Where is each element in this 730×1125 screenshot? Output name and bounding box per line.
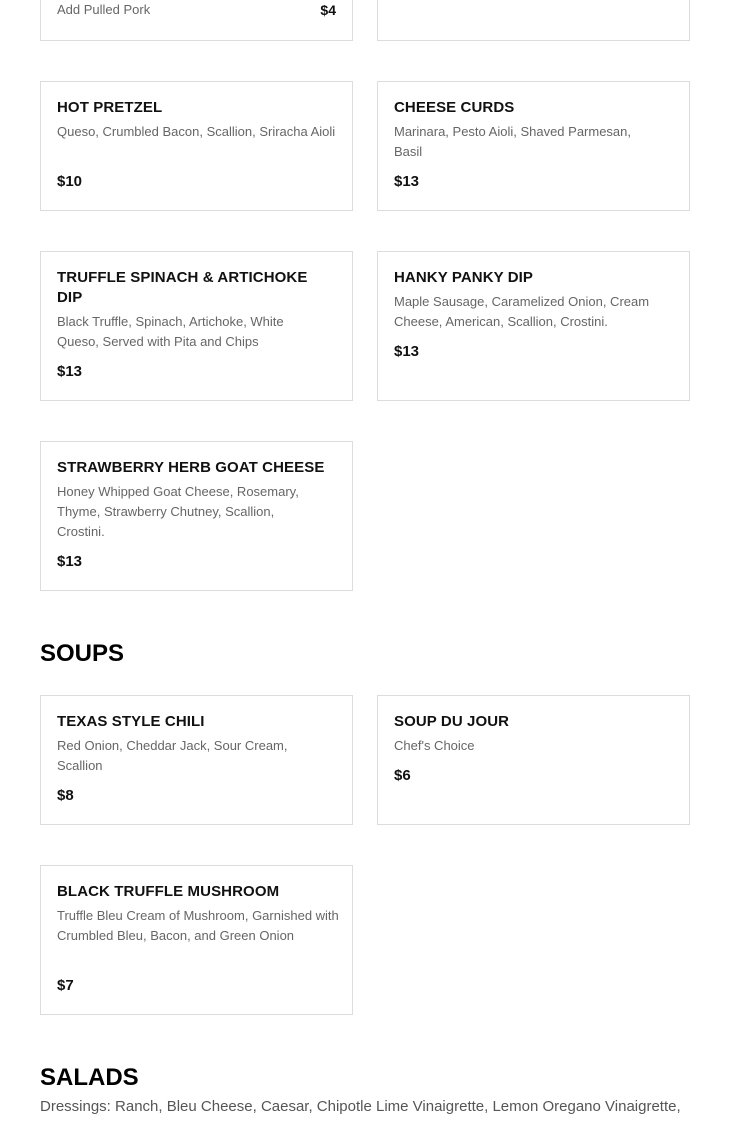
item-description: Maple Sausage, Caramelized Onion, Cream Cheese, American, Scallion, Crostini. [394, 294, 650, 329]
menu-card [40, 441, 353, 591]
menu-card [377, 251, 690, 401]
item-title: SOUP DU JOUR [394, 713, 510, 730]
item-price: $13 [394, 173, 420, 190]
item-price: $6 [394, 767, 411, 784]
dressings-note: Dressings: Ranch, Bleu Cheese, Caesar, Chipotle Lime Vinaigrette, Lemon Oregano Vinaigrette, [40, 1098, 681, 1115]
item-description: Truffle Bleu Cream of Mushroom, Garnished with Crumbled Bleu, Bacon, and Green Onion [57, 908, 339, 943]
menu-card-addon [40, 0, 353, 41]
menu-card [40, 695, 353, 825]
item-description: Honey Whipped Goat Cheese, Rosemary, Thyme, Strawberry Chutney, Scallion, Crostini. [57, 484, 299, 539]
item-price: $10 [57, 173, 83, 190]
item-title: TRUFFLE SPINACH & ARTICHOKE DIP [57, 269, 308, 306]
item-price: $13 [394, 343, 420, 360]
item-title: TEXAS STYLE CHILI [57, 713, 205, 730]
item-price: $13 [57, 553, 83, 570]
section-heading-soups: SOUPS [40, 640, 125, 667]
item-description: Chef's Choice [394, 738, 475, 753]
item-title [57, 882, 337, 902]
menu-card [377, 81, 690, 211]
menu-card-empty [377, 0, 690, 41]
item-description: Black Truffle, Spinach, Artichoke, White Queso, Served with Pita and Chips [57, 314, 284, 349]
item-description: Red Onion, Cheddar Jack, Sour Cream, Scallion [57, 738, 288, 773]
item-price: $7 [57, 977, 74, 994]
item-description: Queso, Crumbled Bacon, Scallion, Sriracha Aioli [57, 124, 336, 139]
item-title: STRAWBERRY HERB GOAT CHEESE [57, 459, 325, 476]
menu-card [40, 865, 353, 1015]
item-price: $13 [57, 363, 83, 380]
item-price: $8 [57, 787, 74, 804]
item-title: CHEESE CURDS [394, 99, 515, 116]
menu-card [40, 251, 353, 401]
section-heading-salads: SALADS [40, 1064, 139, 1091]
addon-price: $4 [320, 2, 336, 18]
addon-label: Add Pulled Pork [57, 2, 151, 17]
item-title: HANKY PANKY DIP [394, 269, 534, 286]
menu-card [40, 81, 353, 211]
item-title-text: BLACK TRUFFLE MUSHROOM [57, 883, 280, 900]
item-title: HOT PRETZEL [57, 99, 163, 116]
menu-card [377, 695, 690, 825]
item-description: Marinara, Pesto Aioli, Shaved Parmesan, Basil [394, 124, 632, 159]
